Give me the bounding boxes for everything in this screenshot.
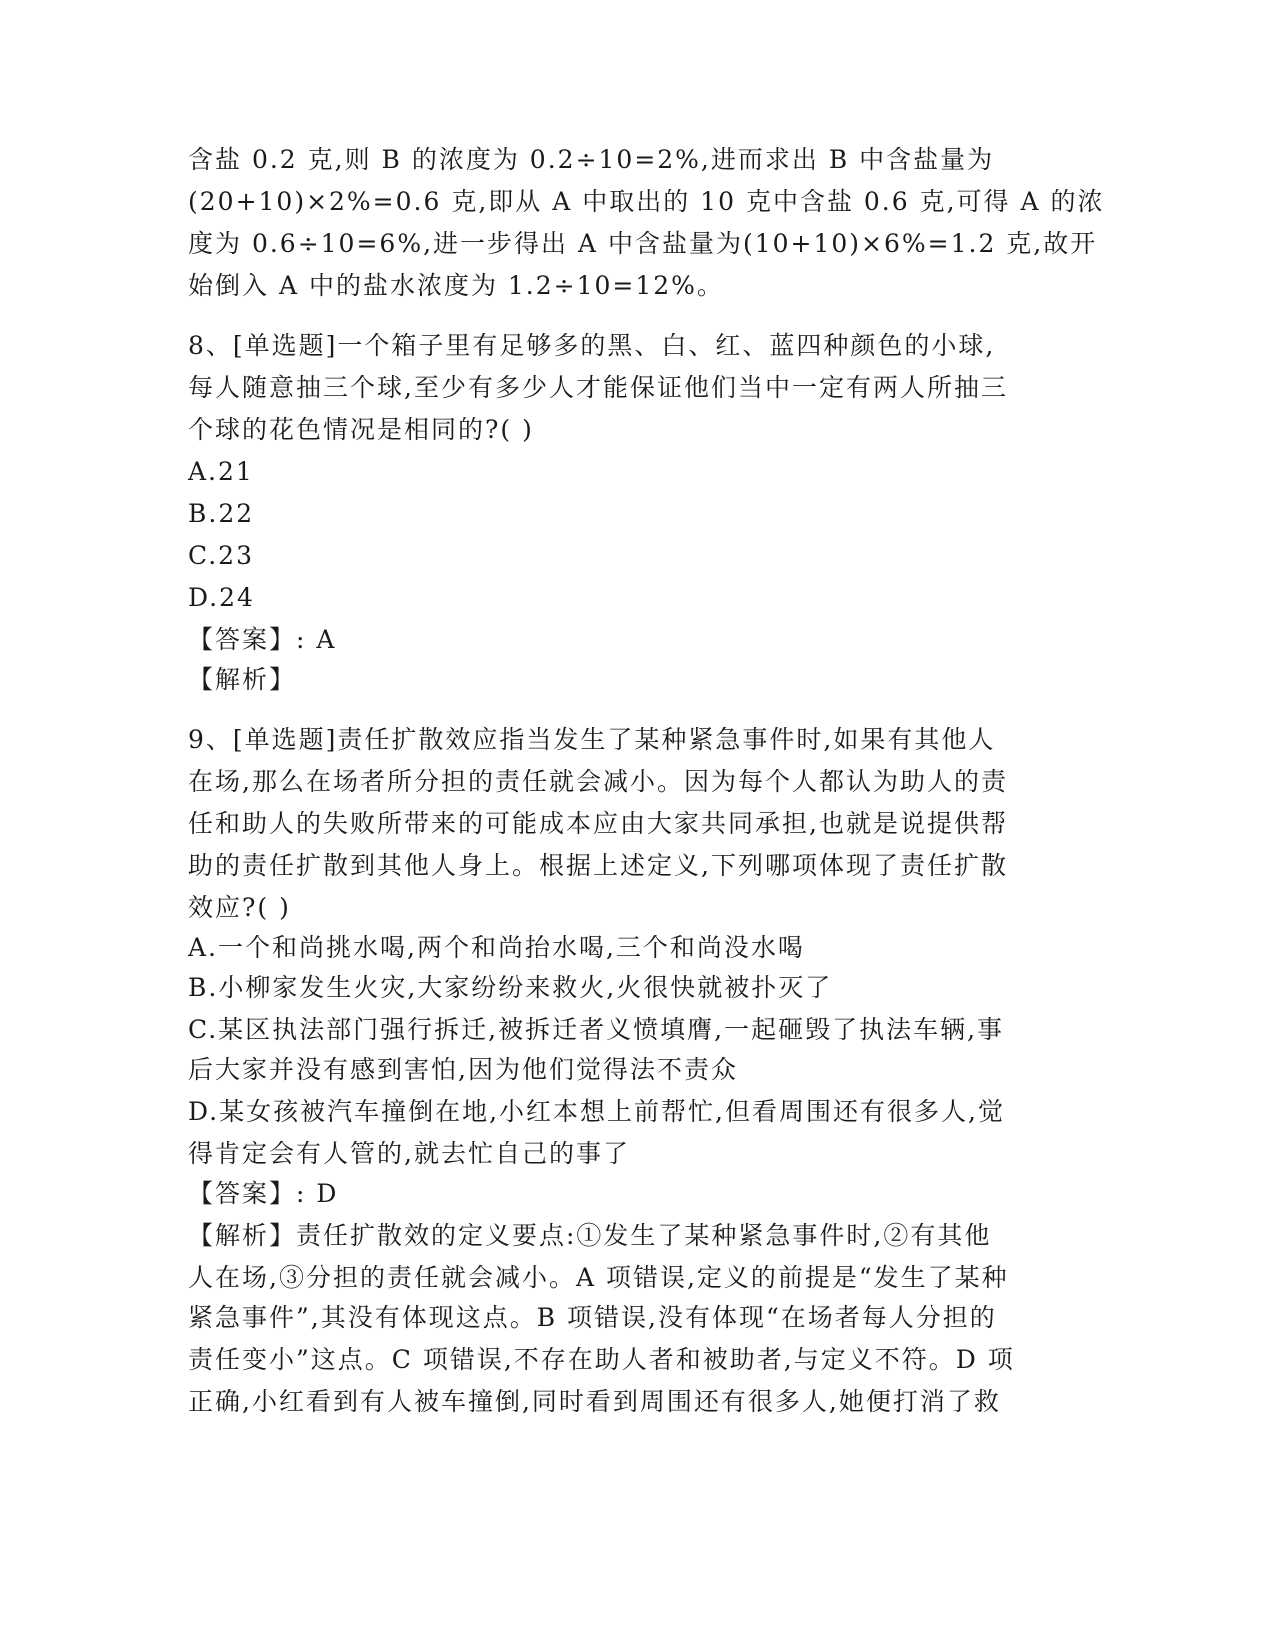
q9-stem-line: 任和助人的失败所带来的可能成本应由大家共同承担,也就是说提供帮: [188, 809, 1008, 838]
q8-option-d: D.24: [188, 583, 255, 612]
q9-stem-line: 在场,那么在场者所分担的责任就会减小。因为每个人都认为助人的责: [188, 767, 1008, 796]
q9-analysis-line: 正确,小红看到有人被车撞倒,同时看到周围还有很多人,她便打消了救: [188, 1387, 1001, 1416]
q9-option-c: C.某区执法部门强行拆迁,被拆迁者义愤填膺,一起砸毁了执法车辆,事: [188, 1015, 1005, 1044]
q9-option-d: D.某女孩被汽车撞倒在地,小红本想上前帮忙,但看周围还有很多人,觉: [188, 1097, 1005, 1126]
q9-analysis-line: 人在场,③分担的责任就会减小。A 项错误,定义的前提是“发生了某种: [188, 1263, 1009, 1292]
q8-stem-line: 8、[单选题]一个箱子里有足够多的黑、白、红、蓝四种颜色的小球,: [188, 331, 996, 360]
prev-explanation-line: 始倒入 A 中的盐水浓度为 1.2÷10=12%。: [188, 271, 724, 300]
q9-answer: 【答案】: D: [188, 1179, 339, 1208]
prev-explanation-line: 度为 0.6÷10=6%,进一步得出 A 中含盐量为(10+10)×6%=1.2 克,故开: [188, 229, 1098, 258]
q9-option-b: B.小柳家发生火灾,大家纷纷来救火,火很快就被扑灭了: [188, 973, 833, 1002]
q8-answer: 【答案】: A: [188, 625, 337, 654]
prev-explanation-line: 含盐 0.2 克,则 B 的浓度为 0.2÷10=2%,进而求出 B 中含盐量为: [188, 145, 995, 174]
q8-option-c: C.23: [188, 541, 254, 570]
q8-option-a: A.21: [188, 457, 254, 486]
prev-explanation-line: (20+10)×2%=0.6 克,即从 A 中取出的 10 克中含盐 0.6 克,可得 A 的浓: [188, 187, 1105, 216]
q9-option-c-cont: 后大家并没有感到害怕,因为他们觉得法不责众: [188, 1055, 738, 1084]
q9-analysis-line: 责任变小”这点。C 项错误,不存在助人者和被助者,与定义不符。D 项: [188, 1345, 1015, 1374]
q9-stem-line: 助的责任扩散到其他人身上。根据上述定义,下列哪项体现了责任扩散: [188, 851, 1008, 880]
q8-option-b: B.22: [188, 499, 255, 528]
q9-option-d-cont: 得肯定会有人管的,就去忙自己的事了: [188, 1139, 630, 1168]
q9-option-a: A.一个和尚挑水喝,两个和尚抬水喝,三个和尚没水喝: [188, 933, 805, 962]
q8-stem-line: 每人随意抽三个球,至少有多少人才能保证他们当中一定有两人所抽三: [188, 373, 1008, 402]
q8-stem-line: 个球的花色情况是相同的?( ): [188, 415, 534, 444]
q9-stem-line: 9、[单选题]责任扩散效应指当发生了某种紧急事件时,如果有其他人: [188, 725, 996, 754]
q9-stem-line: 效应?( ): [188, 893, 291, 922]
q8-analysis: 【解析】: [188, 665, 297, 694]
q9-analysis-line: 紧急事件”,其没有体现这点。B 项错误,没有体现“在场者每人分担的: [188, 1303, 997, 1332]
q9-analysis-line: 【解析】责任扩散效的定义要点:①发生了某种紧急事件时,②有其他: [188, 1221, 992, 1250]
